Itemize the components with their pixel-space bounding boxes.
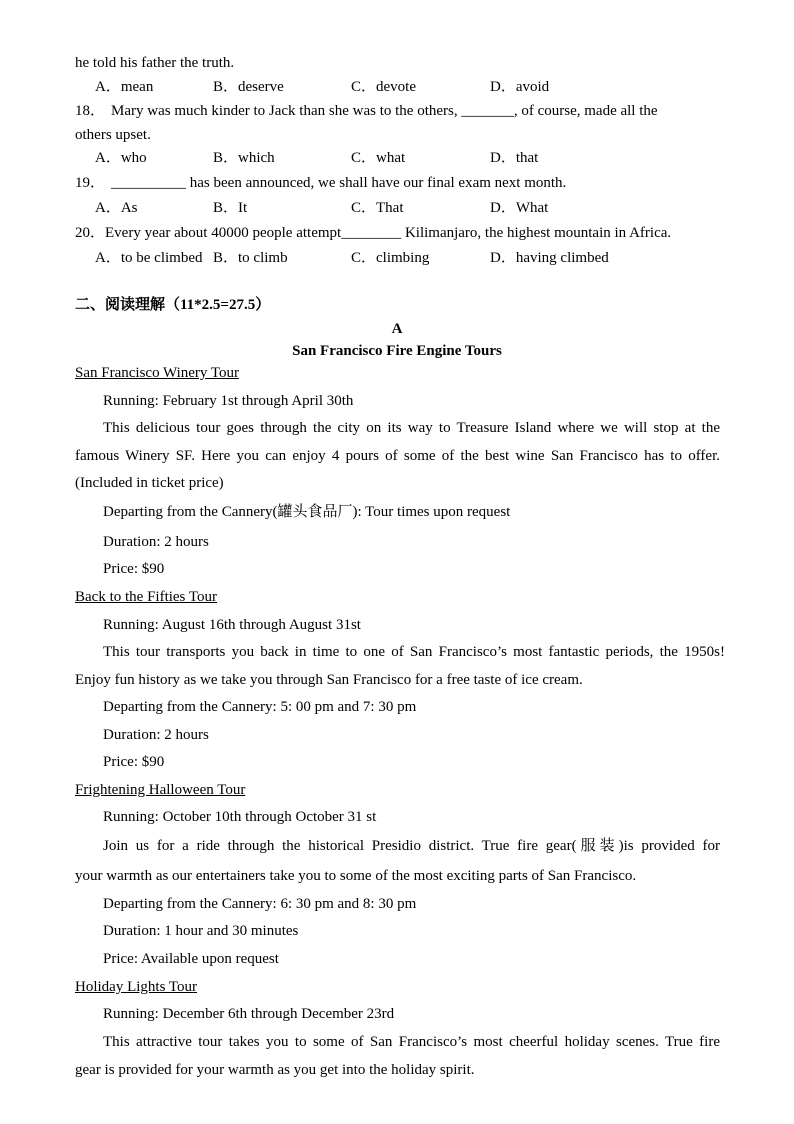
q20-text-after: Kilimanjaro, the highest mountain in Africa.: [401, 225, 672, 241]
q17-tail: he told his father the truth.: [75, 55, 235, 71]
q20-text-before: Every year about 40000 people attempt: [105, 225, 342, 241]
q19-option-d: D．What: [490, 200, 549, 216]
q20-option-a: A．to be climbed: [95, 250, 203, 266]
q19-option-a: A．As: [95, 200, 138, 216]
winery-departing: Departing from the Cannery(罐头食品厂): Tour times upon request: [103, 504, 511, 520]
halloween-desc-2: your warmth as our entertainers take you to some of the most exciting parts of San Francisco.: [75, 868, 637, 884]
q18-text-after: , of course, made all the: [513, 103, 658, 119]
q18-stem: [75, 101, 658, 121]
q20-blank: ________: [341, 225, 402, 241]
q17-option-c: C．devote: [351, 79, 416, 95]
winery-desc-2: famous Winery SF. Here you can enjoy 4 pours of some of the best wine San Francisco has to offer.: [75, 448, 720, 464]
halloween-duration: Duration: 1 hour and 30 minutes: [103, 923, 299, 939]
q17-option-a: A．mean: [95, 79, 154, 95]
halloween-desc-1: Join us for a ride through the historical Presidio district. True fire gear(服装)is provided for: [103, 838, 720, 854]
winery-price: Price: $90: [103, 561, 165, 577]
q19-option-c: C．That: [351, 200, 404, 216]
q18-text-before: Mary was much kinder to Jack than she was to the others,: [111, 103, 462, 119]
q20-number: 20．: [75, 225, 106, 241]
fifties-price: Price: $90: [103, 754, 165, 770]
winery-tour-title: San Francisco Winery Tour: [75, 365, 240, 381]
fifties-desc-1: This tour transports you back in time to one of San Francisco’s most fantastic periods, the 1950s!: [103, 644, 725, 660]
q19-text-after: has been announced, we shall have our final exam next month.: [186, 175, 567, 191]
q18-number: 18．: [75, 103, 106, 119]
q20-option-d: D．having climbed: [490, 250, 609, 266]
fifties-tour-title: Back to the Fifties Tour: [75, 589, 217, 605]
q19-number: 19．: [75, 175, 106, 191]
halloween-departing: Departing from the Cannery: 6: 30 pm and 8: 30 pm: [103, 896, 417, 912]
holiday-desc-1: This attractive tour takes you to some of San Francisco’s most cheerful holiday scenes. True fire: [103, 1034, 720, 1050]
fifties-running: Running: August 16th through August 31st: [103, 617, 361, 633]
winery-running: Running: February 1st through April 30th: [103, 393, 354, 409]
q20-option-b: B．to climb: [213, 250, 288, 266]
halloween-running: Running: October 10th through October 31 st: [103, 809, 377, 825]
holiday-running: Running: December 6th through December 23rd: [103, 1006, 395, 1022]
passage-letter: A: [391, 321, 403, 337]
winery-desc-1: This delicious tour goes through the city on its way to Treasure Island where we will stop at the: [103, 420, 720, 436]
q18-blank: _______: [461, 103, 514, 119]
q20-stem: [75, 223, 671, 243]
q19-option-b: B．It: [213, 200, 248, 216]
halloween-tour-title: Frightening Halloween Tour: [75, 782, 246, 798]
q19-stem: [75, 173, 566, 193]
winery-duration: Duration: 2 hours: [103, 534, 209, 550]
q19-blank: __________: [111, 175, 187, 191]
section-heading: 二、阅读理解（11*2.5=27.5）: [75, 297, 271, 313]
fifties-departing: Departing from the Cannery: 5: 00 pm and 7: 30 pm: [103, 699, 417, 715]
q18-stem-line2: others upset.: [75, 127, 151, 143]
winery-desc-3: (Included in ticket price): [75, 475, 224, 491]
fifties-duration: Duration: 2 hours: [103, 727, 209, 743]
q18-option-a: A．who: [95, 150, 147, 166]
q18-option-c: C．what: [351, 150, 406, 166]
q20-option-c: C．climbing: [351, 250, 430, 266]
q18-option-d: D．that: [490, 150, 539, 166]
halloween-price: Price: Available upon request: [103, 951, 279, 967]
holiday-tour-title: Holiday Lights Tour: [75, 979, 197, 995]
fifties-desc-2: Enjoy fun history as we take you through San Francisco for a free taste of ice cream.: [75, 672, 583, 688]
passage-title: San Francisco Fire Engine Tours: [292, 343, 502, 359]
q17-option-d: D．avoid: [490, 79, 550, 95]
holiday-desc-2: gear is provided for your warmth as you get into the holiday spirit.: [75, 1062, 475, 1078]
q18-option-b: B．which: [213, 150, 275, 166]
q17-option-b: B．deserve: [213, 79, 284, 95]
